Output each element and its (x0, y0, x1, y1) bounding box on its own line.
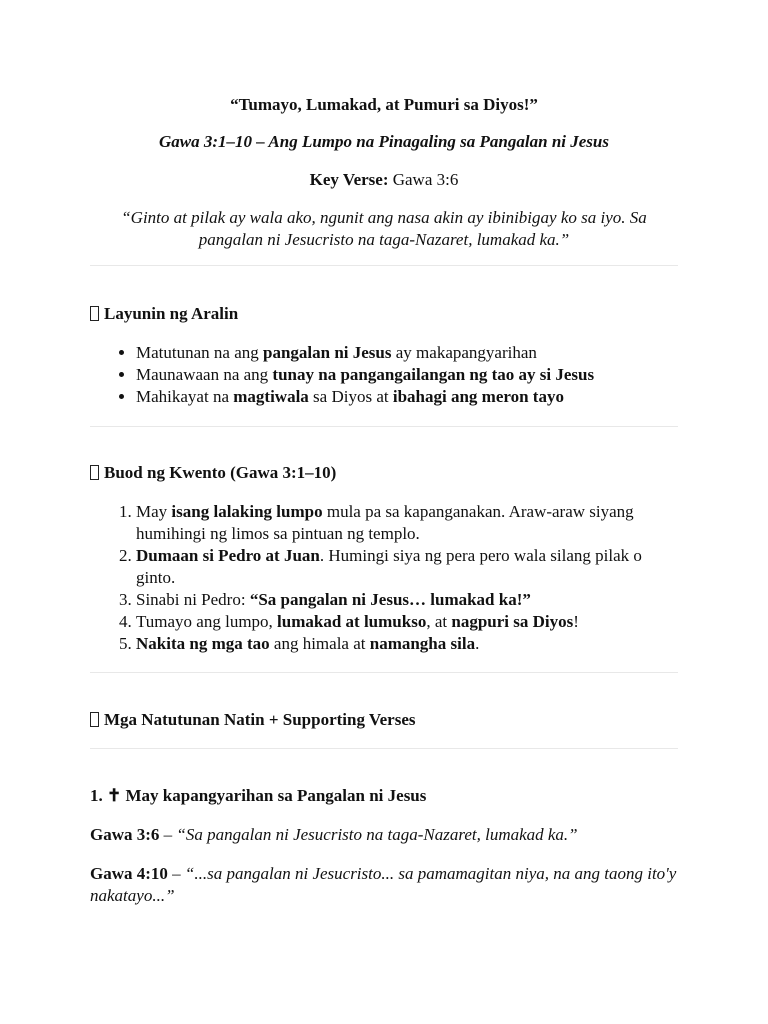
verse-reference: Gawa 3:6 (90, 825, 160, 844)
story-text: ! (573, 612, 579, 631)
verse-reference: Gawa 4:10 (90, 864, 168, 883)
key-verse-quote: “Ginto at pilak ay wala ako, ngunit ang nasa akin ay ibinibigay ko sa iyo. Sa pangalan ni Jesucristo na taga-Nazaret, lumakad ka.” (121, 208, 647, 249)
divider (90, 748, 678, 749)
story-bold-text: “Sa pangalan ni Jesus… lumakad ka!” (249, 590, 531, 609)
key-verse-label: Key Verse: (309, 170, 389, 189)
story-text: mula pa sa kapanganakan. Araw-araw siyang humihingi ng limos sa pintuan ng templo. (136, 502, 634, 543)
story-text: May (136, 502, 172, 521)
story-list (90, 501, 678, 655)
story-bold-text: isang lalaking lumpo (171, 502, 323, 521)
lessons-heading (90, 709, 678, 731)
story-text: Sinabi ni Pedro: (136, 590, 250, 609)
lesson-point-heading (90, 785, 678, 807)
goal-bold-text: ibahagi ang meron tayo (392, 387, 564, 406)
list-item (136, 545, 678, 589)
verse-dash: – (159, 825, 177, 844)
lesson-point-title: May kapangyarihan sa Pangalan ni Jesus (125, 786, 427, 805)
story-heading-text: Buod ng Kwento (Gawa 3:1–10) (104, 463, 337, 482)
goals-heading (90, 303, 678, 325)
goal-bold-text: pangalan ni Jesus (263, 343, 392, 362)
story-text: . Humingi siya ng pera pero wala silang pilak o ginto. (136, 546, 642, 587)
verse-text: “...sa pangalan ni Jesucristo... sa pamamagitan niya, na ang taong ito'y nakatayo...” (90, 864, 677, 905)
verse-dash: – (167, 864, 185, 883)
lessons-heading-text: Mga Natutunan Natin + Supporting Verses (104, 710, 416, 729)
lesson-subtitle (90, 131, 678, 153)
missing-glyph-icon (90, 712, 99, 727)
story-text: Tumayo ang lumpo, (136, 612, 278, 631)
list-item (136, 501, 678, 545)
subtitle-text: Gawa 3:1–10 – Ang Lumpo na Pinagaling sa Pangalan ni Jesus (159, 132, 609, 151)
story-text: ang himala at (269, 634, 370, 653)
divider (90, 672, 678, 673)
goals-heading-text: Layunin ng Aralin (104, 304, 239, 323)
goal-text: Mahikayat na (136, 387, 234, 406)
goal-text: Matutunan na ang (136, 343, 263, 362)
story-bold-text: nagpuri sa Diyos (451, 612, 574, 631)
supporting-verse (90, 824, 678, 846)
story-bold-text: lumakad at lumukso (277, 612, 427, 631)
verse-text: “Sa pangalan ni Jesucristo na taga-Nazaret, lumakad ka.” (176, 825, 578, 844)
story-bold-text: namangha sila (369, 634, 476, 653)
list-item (136, 633, 678, 655)
lesson-title: “Tumayo, Lumakad, at Pumuri sa Diyos!” (230, 95, 538, 114)
key-verse-reference: Gawa 3:6 (388, 170, 459, 189)
list-item (136, 386, 678, 408)
story-text: , at (426, 612, 452, 631)
list-item (136, 611, 678, 633)
missing-glyph-icon (90, 306, 99, 321)
document-content (90, 94, 678, 907)
story-bold-text: Nakita ng mga tao (136, 634, 270, 653)
story-heading (90, 462, 678, 484)
story-text: . (475, 634, 480, 653)
goal-text: Maunawaan na ang (136, 365, 273, 384)
lesson-point-number: 1. (90, 786, 103, 805)
goals-list (90, 342, 678, 408)
cross-icon: ✝ (107, 786, 122, 805)
list-item (136, 342, 678, 364)
list-item (136, 364, 678, 386)
goal-bold-text: tunay na pangangailangan ng tao ay si Jesus (272, 365, 595, 384)
divider (90, 265, 678, 266)
goal-text: ay makapangyarihan (391, 343, 537, 362)
list-item (136, 589, 678, 611)
divider (90, 426, 678, 427)
story-bold-text: Dumaan si Pedro at Juan (136, 546, 320, 565)
missing-glyph-icon (90, 465, 99, 480)
key-verse-line (90, 169, 678, 191)
goal-text: sa Diyos at (308, 387, 393, 406)
supporting-verse (90, 863, 678, 907)
goal-bold-text: magtiwala (233, 387, 309, 406)
